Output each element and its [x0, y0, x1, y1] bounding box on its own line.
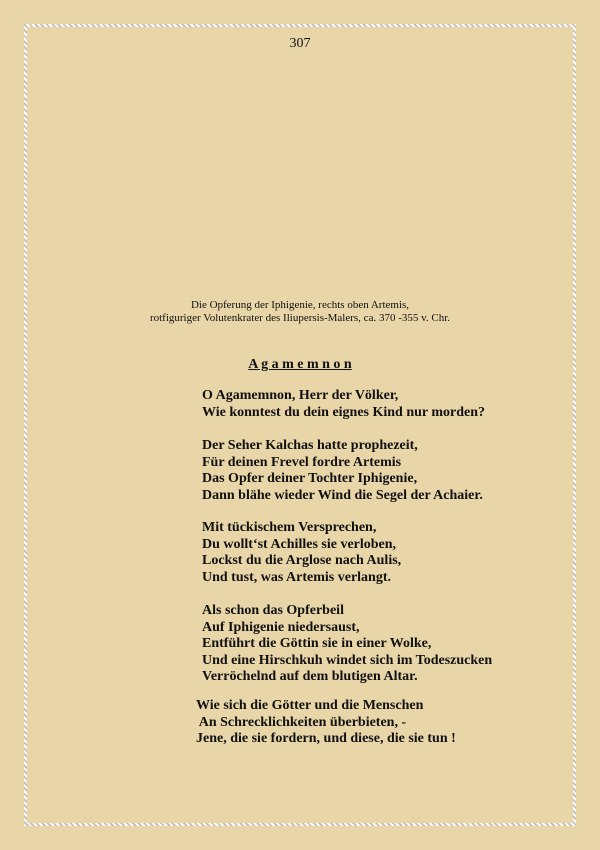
poem-line: Jene, die sie fordern, und diese, die sie tun !: [196, 731, 456, 746]
caption-line: Die Opferung der Iphigenie, rechts oben Artemis,: [190, 299, 410, 311]
poem-stanza: [202, 388, 485, 421]
poem-line: Für deinen Frevel fordre Artemis: [202, 454, 402, 470]
poem-stanza: [202, 520, 401, 586]
poem-line: Mit tückischem Versprechen,: [202, 520, 377, 535]
poem-line: Als schon das Opferbeil: [202, 603, 344, 618]
poem-line: Das Opfer deiner Tochter Iphigenie,: [202, 471, 418, 486]
poem-stanza: [196, 698, 456, 748]
poem-stanza: [202, 603, 492, 686]
poem-line: Und tust, was Artemis verlangt.: [202, 569, 391, 585]
poem-line: Auf Iphigenie niedersaust,: [202, 619, 360, 635]
image-caption: [0, 299, 600, 325]
poem-line: O Agamemnon, Herr der Völker,: [202, 388, 399, 403]
poem-line: Und eine Hirschkuh windet sich im Todeszucken: [202, 652, 493, 668]
poem-title: A g a m e m n o n: [248, 357, 352, 372]
poem-line: Wie konntest du dein eignes Kind nur morden?: [202, 404, 486, 420]
poem-line: Der Seher Kalchas hatte prophezeit,: [202, 438, 418, 453]
poem-line: Dann blähe wieder Wind die Segel der Achaier.: [202, 487, 483, 503]
caption-line: rotfiguriger Volutenkrater des Iliupersis-Malers, ca. 370 -355 v. Chr.: [149, 312, 451, 324]
poem-line: Lockst du die Arglose nach Aulis,: [202, 553, 402, 568]
poem-stanza: [202, 438, 483, 504]
poem-line: Wie sich die Götter und die Menschen: [196, 698, 424, 713]
poem-line: Du wollt‘st Achilles sie verloben,: [202, 536, 397, 552]
poem-line: Verröchelnd auf dem blutigen Altar.: [202, 669, 418, 684]
poem-line: An Schrecklichkeiten überbieten, -: [196, 714, 407, 730]
page-number: 307: [289, 36, 311, 51]
poem-line: Entführt die Göttin sie in einer Wolke,: [202, 636, 432, 651]
